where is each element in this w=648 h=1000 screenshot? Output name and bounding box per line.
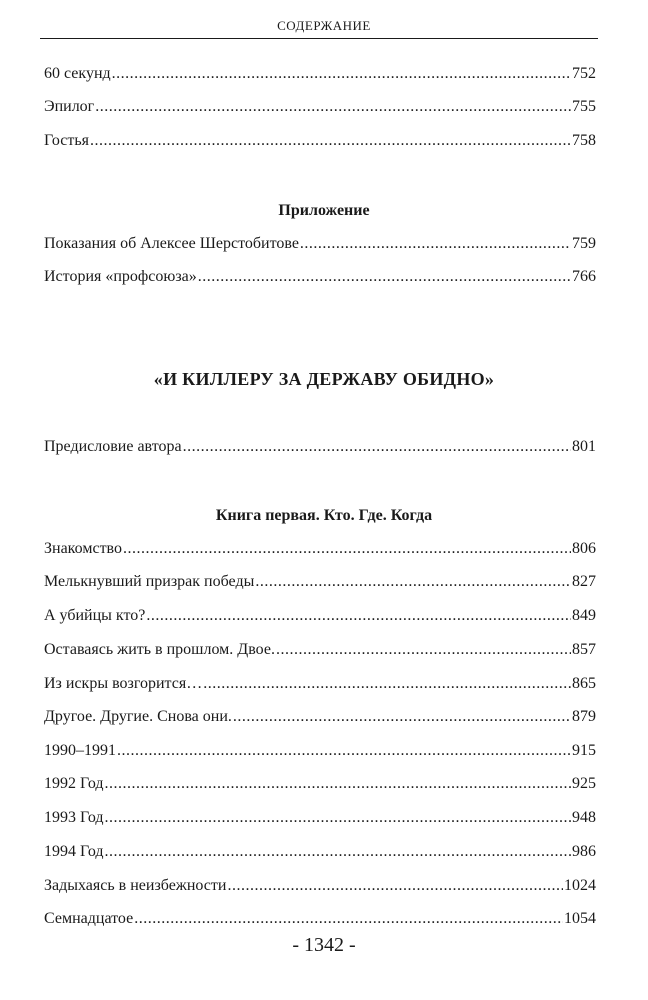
- toc-entry-page: 806: [572, 540, 596, 557]
- toc-entry-page: 865: [572, 675, 596, 692]
- toc-entry: [44, 707, 596, 727]
- book-one-heading: Книга первая. Кто. Где. Когда: [215, 507, 433, 524]
- dot-leader: [198, 267, 571, 287]
- dot-leader: [117, 741, 571, 761]
- toc-entry: [44, 234, 596, 254]
- dot-leader: [105, 774, 571, 794]
- toc-entry: [44, 572, 596, 592]
- toc-entry: [44, 64, 596, 84]
- header-rule: [40, 38, 598, 39]
- toc-entry-title: Семнадцатое: [44, 910, 134, 927]
- toc-entry: [44, 539, 596, 559]
- toc-entry-page: 801: [572, 438, 596, 455]
- dot-leader: [255, 572, 571, 592]
- toc-entry: [44, 674, 596, 694]
- dot-leader: [146, 606, 571, 626]
- toc-entry-page: 755: [572, 98, 596, 115]
- running-head: СОДЕРЖАНИЕ: [277, 18, 371, 33]
- toc-entry-page: 849: [572, 607, 596, 624]
- toc-entry-title: Знакомство: [44, 540, 122, 557]
- appendix-heading: Приложение: [278, 202, 370, 219]
- page-number: - 1342 -: [292, 934, 356, 956]
- toc-entry-title: История «профсоюза»: [44, 268, 197, 285]
- toc-entry: [44, 606, 596, 626]
- toc-entry-title: Эпилог: [44, 98, 95, 115]
- toc-entry: [44, 640, 596, 660]
- dot-leader: [183, 437, 571, 457]
- toc-entry-title: 1993 Год: [44, 809, 104, 826]
- toc-entry-page: 948: [572, 809, 596, 826]
- toc-entry-page: 915: [572, 742, 596, 759]
- toc-entry-title: Мелькнувший призрак победы: [44, 573, 255, 590]
- toc-entry: [44, 876, 596, 896]
- toc-entry-page: 879: [572, 708, 596, 725]
- dot-leader: [227, 876, 563, 896]
- book-title: «И КИЛЛЕРУ ЗА ДЕРЖАВУ ОБИДНО»: [153, 369, 495, 389]
- dot-leader: [105, 808, 571, 828]
- toc-entry: [44, 97, 596, 117]
- toc-entry: [44, 808, 596, 828]
- toc-entry-title: 1994 Год: [44, 843, 104, 860]
- toc-entry-title: 1992 Год: [44, 775, 104, 792]
- toc-entry-page: 758: [572, 132, 596, 149]
- toc-entry: [44, 437, 596, 457]
- toc-entry-title: А убийцы кто?: [44, 607, 146, 624]
- toc-entry: [44, 741, 596, 761]
- toc-entry: [44, 774, 596, 794]
- toc-entry-title: 60 секунд: [44, 65, 111, 82]
- dot-leader: [105, 842, 571, 862]
- toc-entry-page: 759: [572, 235, 596, 252]
- dot-leader: [276, 640, 571, 660]
- toc-entry-page: 752: [572, 65, 596, 82]
- dot-leader: [203, 674, 571, 694]
- toc-entry: [44, 842, 596, 862]
- toc-entry-title: Гостья: [44, 132, 89, 149]
- toc-entry-page: 1024: [564, 877, 596, 894]
- dot-leader: [134, 909, 563, 929]
- toc-entry-title: 1990–1991: [44, 742, 116, 759]
- dot-leader: [123, 539, 571, 559]
- toc-entry: [44, 131, 596, 151]
- toc-entry-page: 1054: [564, 910, 596, 927]
- toc-entry-page: 986: [572, 843, 596, 860]
- toc-entry-title: Показания об Алексее Шерстобитове: [44, 235, 299, 252]
- dot-leader: [233, 707, 571, 727]
- toc-entry-page: 766: [572, 268, 596, 285]
- dot-leader: [95, 97, 571, 117]
- toc-entry-page: 857: [572, 641, 596, 658]
- toc-entry-title: Другое. Другие. Снова они.: [44, 708, 232, 725]
- dot-leader: [112, 64, 571, 84]
- dot-leader: [300, 234, 571, 254]
- toc-entry-title: Предисловие автора: [44, 438, 182, 455]
- toc-entry-page: 925: [572, 775, 596, 792]
- toc-entry-page: 827: [572, 573, 596, 590]
- toc-entry: [44, 909, 596, 929]
- dot-leader: [90, 131, 571, 151]
- toc-entry-title: Задыхаясь в неизбежности: [44, 877, 227, 894]
- toc-entry-title: Из искры возгорится…: [44, 675, 203, 692]
- toc-entry-title: Оставаясь жить в прошлом. Двое.: [44, 641, 275, 658]
- toc-entry: [44, 267, 596, 287]
